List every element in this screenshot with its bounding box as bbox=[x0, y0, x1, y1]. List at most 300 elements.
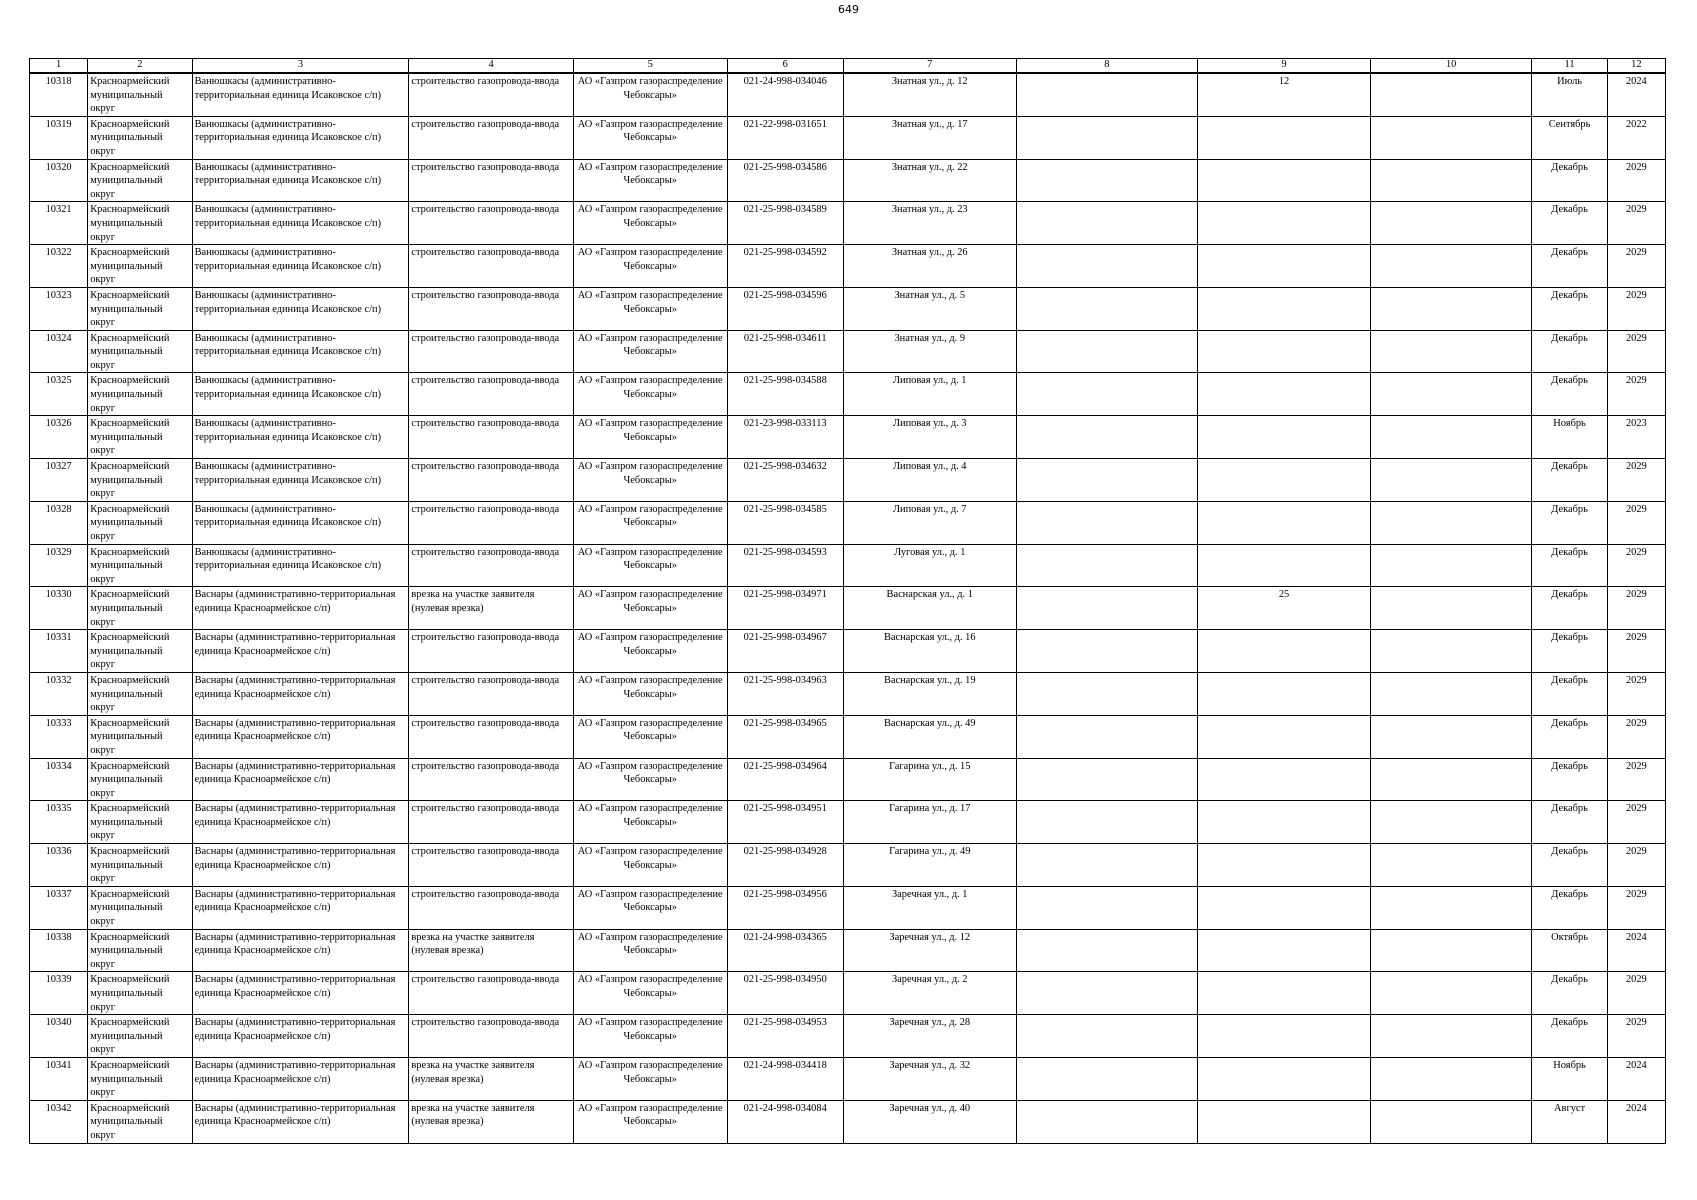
locality-cell: Васнары (административно-территориальная единица Красноармейское с/п) bbox=[192, 929, 409, 972]
locality-cell: Ванюшкасы (административно-территориальная единица Исаковское с/п) bbox=[192, 330, 409, 373]
address-cell: Васнарская ул., д. 49 bbox=[843, 715, 1016, 758]
organization-cell: АО «Газпром газораспределение Чебоксары» bbox=[573, 672, 727, 715]
column-header: 2 bbox=[88, 59, 192, 74]
column-9-cell bbox=[1198, 1100, 1371, 1143]
column-8-cell bbox=[1016, 1100, 1198, 1143]
column-9-cell bbox=[1198, 373, 1371, 416]
locality-cell: Ванюшкасы (административно-территориальная единица Исаковское с/п) bbox=[192, 116, 409, 159]
row-number-cell: 10341 bbox=[30, 1057, 88, 1100]
year-cell: 2029 bbox=[1607, 501, 1665, 544]
organization-cell: АО «Газпром газораспределение Чебоксары» bbox=[573, 159, 727, 202]
organization-cell: АО «Газпром газораспределение Чебоксары» bbox=[573, 73, 727, 116]
application-code-cell: 021-25-998-034586 bbox=[727, 159, 843, 202]
work-type-cell: строительство газопровода-ввода bbox=[409, 330, 574, 373]
organization-cell: АО «Газпром газораспределение Чебоксары» bbox=[573, 287, 727, 330]
work-type-cell: строительство газопровода-ввода bbox=[409, 159, 574, 202]
column-9-cell bbox=[1198, 116, 1371, 159]
column-10-cell bbox=[1370, 73, 1532, 116]
application-code-cell: 021-25-998-034593 bbox=[727, 544, 843, 587]
application-code-cell: 021-25-998-034592 bbox=[727, 245, 843, 288]
row-number-cell: 10331 bbox=[30, 630, 88, 673]
column-9-cell bbox=[1198, 886, 1371, 929]
organization-cell: АО «Газпром газораспределение Чебоксары» bbox=[573, 801, 727, 844]
locality-cell: Васнары (административно-территориальная единица Красноармейское с/п) bbox=[192, 801, 409, 844]
locality-cell: Васнары (административно-территориальная единица Красноармейское с/п) bbox=[192, 758, 409, 801]
month-cell: Декабрь bbox=[1532, 287, 1607, 330]
work-type-cell: врезка на участке заявителя (нулевая врезка) bbox=[409, 929, 574, 972]
address-cell: Гагарина ул., д. 15 bbox=[843, 758, 1016, 801]
table-row bbox=[30, 801, 1666, 844]
application-code-cell: 021-23-998-033113 bbox=[727, 416, 843, 459]
table-row bbox=[30, 245, 1666, 288]
locality-cell: Ванюшкасы (административно-территориальная единица Исаковское с/п) bbox=[192, 73, 409, 116]
table-row bbox=[30, 373, 1666, 416]
column-header: 1 bbox=[30, 59, 88, 74]
month-cell: Август bbox=[1532, 1100, 1607, 1143]
column-10-cell bbox=[1370, 202, 1532, 245]
address-cell: Липовая ул., д. 3 bbox=[843, 416, 1016, 459]
application-code-cell: 021-24-998-034046 bbox=[727, 73, 843, 116]
year-cell: 2029 bbox=[1607, 672, 1665, 715]
organization-cell: АО «Газпром газораспределение Чебоксары» bbox=[573, 972, 727, 1015]
column-9-cell bbox=[1198, 245, 1371, 288]
district-cell: Красноармейский муниципальный округ bbox=[88, 116, 192, 159]
column-9-cell bbox=[1198, 501, 1371, 544]
column-9-cell: 12 bbox=[1198, 73, 1371, 116]
table-row bbox=[30, 972, 1666, 1015]
row-number-cell: 10329 bbox=[30, 544, 88, 587]
address-cell: Гагарина ул., д. 49 bbox=[843, 844, 1016, 887]
table-row bbox=[30, 416, 1666, 459]
column-9-cell: 25 bbox=[1198, 587, 1371, 630]
column-10-cell bbox=[1370, 630, 1532, 673]
row-number-cell: 10321 bbox=[30, 202, 88, 245]
work-type-cell: строительство газопровода-ввода bbox=[409, 972, 574, 1015]
month-cell: Октябрь bbox=[1532, 929, 1607, 972]
district-cell: Красноармейский муниципальный округ bbox=[88, 202, 192, 245]
column-header: 8 bbox=[1016, 59, 1198, 74]
address-cell: Васнарская ул., д. 16 bbox=[843, 630, 1016, 673]
column-8-cell bbox=[1016, 501, 1198, 544]
table-row bbox=[30, 886, 1666, 929]
column-10-cell bbox=[1370, 459, 1532, 502]
row-number-cell: 10322 bbox=[30, 245, 88, 288]
column-10-cell bbox=[1370, 501, 1532, 544]
address-cell: Гагарина ул., д. 17 bbox=[843, 801, 1016, 844]
work-type-cell: строительство газопровода-ввода bbox=[409, 287, 574, 330]
column-8-cell bbox=[1016, 202, 1198, 245]
column-9-cell bbox=[1198, 287, 1371, 330]
column-9-cell bbox=[1198, 459, 1371, 502]
row-number-cell: 10319 bbox=[30, 116, 88, 159]
column-9-cell bbox=[1198, 844, 1371, 887]
organization-cell: АО «Газпром газораспределение Чебоксары» bbox=[573, 758, 727, 801]
column-8-cell bbox=[1016, 459, 1198, 502]
month-cell: Декабрь bbox=[1532, 801, 1607, 844]
column-9-cell bbox=[1198, 972, 1371, 1015]
address-cell: Заречная ул., д. 32 bbox=[843, 1057, 1016, 1100]
year-cell: 2023 bbox=[1607, 416, 1665, 459]
address-cell: Заречная ул., д. 28 bbox=[843, 1015, 1016, 1058]
column-10-cell bbox=[1370, 672, 1532, 715]
column-9-cell bbox=[1198, 630, 1371, 673]
year-cell: 2029 bbox=[1607, 715, 1665, 758]
locality-cell: Ванюшкасы (административно-территориальная единица Исаковское с/п) bbox=[192, 287, 409, 330]
year-cell: 2029 bbox=[1607, 287, 1665, 330]
row-number-cell: 10336 bbox=[30, 844, 88, 887]
organization-cell: АО «Газпром газораспределение Чебоксары» bbox=[573, 886, 727, 929]
year-cell: 2029 bbox=[1607, 972, 1665, 1015]
district-cell: Красноармейский муниципальный округ bbox=[88, 886, 192, 929]
locality-cell: Васнары (административно-территориальная единица Красноармейское с/п) bbox=[192, 672, 409, 715]
column-8-cell bbox=[1016, 758, 1198, 801]
district-cell: Красноармейский муниципальный округ bbox=[88, 287, 192, 330]
district-cell: Красноармейский муниципальный округ bbox=[88, 416, 192, 459]
application-code-cell: 021-25-998-034588 bbox=[727, 373, 843, 416]
application-code-cell: 021-25-998-034589 bbox=[727, 202, 843, 245]
year-cell: 2029 bbox=[1607, 587, 1665, 630]
column-10-cell bbox=[1370, 1015, 1532, 1058]
month-cell: Декабрь bbox=[1532, 758, 1607, 801]
month-cell: Декабрь bbox=[1532, 330, 1607, 373]
organization-cell: АО «Газпром газораспределение Чебоксары» bbox=[573, 501, 727, 544]
table-row bbox=[30, 715, 1666, 758]
work-type-cell: строительство газопровода-ввода bbox=[409, 886, 574, 929]
work-type-cell: строительство газопровода-ввода bbox=[409, 73, 574, 116]
row-number-cell: 10324 bbox=[30, 330, 88, 373]
column-8-cell bbox=[1016, 801, 1198, 844]
district-cell: Красноармейский муниципальный округ bbox=[88, 544, 192, 587]
column-9-cell bbox=[1198, 672, 1371, 715]
district-cell: Красноармейский муниципальный округ bbox=[88, 630, 192, 673]
column-9-cell bbox=[1198, 330, 1371, 373]
column-8-cell bbox=[1016, 73, 1198, 116]
column-8-cell bbox=[1016, 287, 1198, 330]
table-row bbox=[30, 672, 1666, 715]
column-10-cell bbox=[1370, 287, 1532, 330]
address-cell: Луговая ул., д. 1 bbox=[843, 544, 1016, 587]
row-number-cell: 10338 bbox=[30, 929, 88, 972]
table-row bbox=[30, 501, 1666, 544]
column-8-cell bbox=[1016, 886, 1198, 929]
row-number-cell: 10342 bbox=[30, 1100, 88, 1143]
address-cell: Липовая ул., д. 4 bbox=[843, 459, 1016, 502]
application-code-cell: 021-22-998-031651 bbox=[727, 116, 843, 159]
column-8-cell bbox=[1016, 1015, 1198, 1058]
address-cell: Заречная ул., д. 40 bbox=[843, 1100, 1016, 1143]
organization-cell: АО «Газпром газораспределение Чебоксары» bbox=[573, 1100, 727, 1143]
application-code-cell: 021-25-998-034964 bbox=[727, 758, 843, 801]
column-8-cell bbox=[1016, 972, 1198, 1015]
month-cell: Декабрь bbox=[1532, 1015, 1607, 1058]
column-8-cell bbox=[1016, 159, 1198, 202]
locality-cell: Ванюшкасы (административно-территориальная единица Исаковское с/п) bbox=[192, 373, 409, 416]
organization-cell: АО «Газпром газораспределение Чебоксары» bbox=[573, 630, 727, 673]
locality-cell: Ванюшкасы (административно-территориальная единица Исаковское с/п) bbox=[192, 245, 409, 288]
address-cell: Знатная ул., д. 5 bbox=[843, 287, 1016, 330]
column-10-cell bbox=[1370, 929, 1532, 972]
year-cell: 2024 bbox=[1607, 1100, 1665, 1143]
column-8-cell bbox=[1016, 929, 1198, 972]
locality-cell: Васнары (административно-территориальная единица Красноармейское с/п) bbox=[192, 1015, 409, 1058]
year-cell: 2022 bbox=[1607, 116, 1665, 159]
column-header: 12 bbox=[1607, 59, 1665, 74]
organization-cell: АО «Газпром газораспределение Чебоксары» bbox=[573, 715, 727, 758]
application-code-cell: 021-25-998-034585 bbox=[727, 501, 843, 544]
column-9-cell bbox=[1198, 202, 1371, 245]
column-header: 4 bbox=[409, 59, 574, 74]
column-9-cell bbox=[1198, 715, 1371, 758]
work-type-cell: строительство газопровода-ввода bbox=[409, 1015, 574, 1058]
application-code-cell: 021-24-998-034418 bbox=[727, 1057, 843, 1100]
column-10-cell bbox=[1370, 758, 1532, 801]
work-type-cell: строительство газопровода-ввода bbox=[409, 715, 574, 758]
column-9-cell bbox=[1198, 929, 1371, 972]
column-10-cell bbox=[1370, 886, 1532, 929]
column-header: 9 bbox=[1198, 59, 1371, 74]
column-8-cell bbox=[1016, 844, 1198, 887]
organization-cell: АО «Газпром газораспределение Чебоксары» bbox=[573, 245, 727, 288]
work-type-cell: строительство газопровода-ввода bbox=[409, 202, 574, 245]
year-cell: 2029 bbox=[1607, 202, 1665, 245]
column-8-cell bbox=[1016, 1057, 1198, 1100]
row-number-cell: 10328 bbox=[30, 501, 88, 544]
locality-cell: Васнары (административно-территориальная единица Красноармейское с/п) bbox=[192, 1100, 409, 1143]
column-9-cell bbox=[1198, 159, 1371, 202]
application-code-cell: 021-25-998-034928 bbox=[727, 844, 843, 887]
column-10-cell bbox=[1370, 1100, 1532, 1143]
month-cell: Декабрь bbox=[1532, 844, 1607, 887]
address-cell: Липовая ул., д. 1 bbox=[843, 373, 1016, 416]
year-cell: 2029 bbox=[1607, 245, 1665, 288]
work-type-cell: строительство газопровода-ввода bbox=[409, 116, 574, 159]
work-type-cell: врезка на участке заявителя (нулевая врезка) bbox=[409, 1100, 574, 1143]
address-cell: Заречная ул., д. 1 bbox=[843, 886, 1016, 929]
district-cell: Красноармейский муниципальный округ bbox=[88, 459, 192, 502]
organization-cell: АО «Газпром газораспределение Чебоксары» bbox=[573, 202, 727, 245]
column-8-cell bbox=[1016, 116, 1198, 159]
month-cell: Декабрь bbox=[1532, 501, 1607, 544]
column-10-cell bbox=[1370, 159, 1532, 202]
work-type-cell: строительство газопровода-ввода bbox=[409, 630, 574, 673]
column-10-cell bbox=[1370, 116, 1532, 159]
table-row bbox=[30, 1057, 1666, 1100]
month-cell: Сентябрь bbox=[1532, 116, 1607, 159]
work-type-cell: строительство газопровода-ввода bbox=[409, 501, 574, 544]
row-number-cell: 10333 bbox=[30, 715, 88, 758]
row-number-cell: 10318 bbox=[30, 73, 88, 116]
organization-cell: АО «Газпром газораспределение Чебоксары» bbox=[573, 587, 727, 630]
row-number-cell: 10340 bbox=[30, 1015, 88, 1058]
work-type-cell: строительство газопровода-ввода bbox=[409, 844, 574, 887]
locality-cell: Ванюшкасы (административно-территориальная единица Исаковское с/п) bbox=[192, 544, 409, 587]
table-row bbox=[30, 73, 1666, 116]
year-cell: 2029 bbox=[1607, 844, 1665, 887]
organization-cell: АО «Газпром газораспределение Чебоксары» bbox=[573, 544, 727, 587]
table-row bbox=[30, 844, 1666, 887]
column-8-cell bbox=[1016, 330, 1198, 373]
year-cell: 2024 bbox=[1607, 1057, 1665, 1100]
address-cell: Васнарская ул., д. 1 bbox=[843, 587, 1016, 630]
district-cell: Красноармейский муниципальный округ bbox=[88, 758, 192, 801]
organization-cell: АО «Газпром газораспределение Чебоксары» bbox=[573, 459, 727, 502]
column-header: 7 bbox=[843, 59, 1016, 74]
address-cell: Васнарская ул., д. 19 bbox=[843, 672, 1016, 715]
locality-cell: Ванюшкасы (административно-территориальная единица Исаковское с/п) bbox=[192, 159, 409, 202]
month-cell: Декабрь bbox=[1532, 459, 1607, 502]
organization-cell: АО «Газпром газораспределение Чебоксары» bbox=[573, 1015, 727, 1058]
page-number: 649 bbox=[838, 3, 859, 16]
organization-cell: АО «Газпром газораспределение Чебоксары» bbox=[573, 844, 727, 887]
column-10-cell bbox=[1370, 373, 1532, 416]
column-10-cell bbox=[1370, 801, 1532, 844]
work-type-cell: строительство газопровода-ввода bbox=[409, 416, 574, 459]
column-10-cell bbox=[1370, 972, 1532, 1015]
table-row bbox=[30, 1100, 1666, 1143]
month-cell: Декабрь bbox=[1532, 672, 1607, 715]
column-9-cell bbox=[1198, 758, 1371, 801]
row-number-cell: 10326 bbox=[30, 416, 88, 459]
year-cell: 2029 bbox=[1607, 459, 1665, 502]
column-10-cell bbox=[1370, 245, 1532, 288]
table-row bbox=[30, 544, 1666, 587]
locality-cell: Ванюшкасы (административно-территориальная единица Исаковское с/п) bbox=[192, 202, 409, 245]
address-cell: Знатная ул., д. 12 bbox=[843, 73, 1016, 116]
locality-cell: Васнары (административно-территориальная единица Красноармейское с/п) bbox=[192, 630, 409, 673]
application-code-cell: 021-25-998-034632 bbox=[727, 459, 843, 502]
row-number-cell: 10325 bbox=[30, 373, 88, 416]
locality-cell: Васнары (административно-территориальная единица Красноармейское с/п) bbox=[192, 715, 409, 758]
work-type-cell: строительство газопровода-ввода bbox=[409, 245, 574, 288]
column-10-cell bbox=[1370, 715, 1532, 758]
column-header: 5 bbox=[573, 59, 727, 74]
district-cell: Красноармейский муниципальный округ bbox=[88, 159, 192, 202]
table-row bbox=[30, 1015, 1666, 1058]
month-cell: Декабрь bbox=[1532, 630, 1607, 673]
month-cell: Декабрь bbox=[1532, 886, 1607, 929]
locality-cell: Васнары (административно-территориальная единица Красноармейское с/п) bbox=[192, 587, 409, 630]
column-8-cell bbox=[1016, 672, 1198, 715]
month-cell: Декабрь bbox=[1532, 972, 1607, 1015]
month-cell: Ноябрь bbox=[1532, 416, 1607, 459]
column-header: 6 bbox=[727, 59, 843, 74]
application-code-cell: 021-25-998-034953 bbox=[727, 1015, 843, 1058]
table-row bbox=[30, 459, 1666, 502]
table-row bbox=[30, 758, 1666, 801]
column-9-cell bbox=[1198, 801, 1371, 844]
column-9-cell bbox=[1198, 416, 1371, 459]
work-type-cell: врезка на участке заявителя (нулевая врезка) bbox=[409, 1057, 574, 1100]
month-cell: Декабрь bbox=[1532, 587, 1607, 630]
row-number-cell: 10327 bbox=[30, 459, 88, 502]
work-type-cell: строительство газопровода-ввода bbox=[409, 758, 574, 801]
locality-cell: Васнары (административно-территориальная единица Красноармейское с/п) bbox=[192, 972, 409, 1015]
year-cell: 2029 bbox=[1607, 801, 1665, 844]
district-cell: Красноармейский муниципальный округ bbox=[88, 587, 192, 630]
district-cell: Красноармейский муниципальный округ bbox=[88, 801, 192, 844]
application-code-cell: 021-24-998-034365 bbox=[727, 929, 843, 972]
district-cell: Красноармейский муниципальный округ bbox=[88, 929, 192, 972]
column-header: 10 bbox=[1370, 59, 1532, 74]
address-cell: Знатная ул., д. 22 bbox=[843, 159, 1016, 202]
organization-cell: АО «Газпром газораспределение Чебоксары» bbox=[573, 330, 727, 373]
column-10-cell bbox=[1370, 1057, 1532, 1100]
month-cell: Декабрь bbox=[1532, 202, 1607, 245]
district-cell: Красноармейский муниципальный округ bbox=[88, 1100, 192, 1143]
column-8-cell bbox=[1016, 245, 1198, 288]
month-cell: Декабрь bbox=[1532, 373, 1607, 416]
table-row bbox=[30, 202, 1666, 245]
locality-cell: Ванюшкасы (административно-территориальная единица Исаковское с/п) bbox=[192, 459, 409, 502]
application-code-cell: 021-25-998-034950 bbox=[727, 972, 843, 1015]
application-code-cell: 021-25-998-034971 bbox=[727, 587, 843, 630]
table-row bbox=[30, 630, 1666, 673]
work-type-cell: строительство газопровода-ввода bbox=[409, 801, 574, 844]
column-9-cell bbox=[1198, 1015, 1371, 1058]
organization-cell: АО «Газпром газораспределение Чебоксары» bbox=[573, 929, 727, 972]
column-header: 11 bbox=[1532, 59, 1607, 74]
district-cell: Красноармейский муниципальный округ bbox=[88, 501, 192, 544]
locality-cell: Васнары (административно-территориальная единица Красноармейское с/п) bbox=[192, 844, 409, 887]
column-8-cell bbox=[1016, 587, 1198, 630]
locality-cell: Ванюшкасы (административно-территориальная единица Исаковское с/п) bbox=[192, 416, 409, 459]
application-code-cell: 021-25-998-034967 bbox=[727, 630, 843, 673]
address-cell: Заречная ул., д. 2 bbox=[843, 972, 1016, 1015]
organization-cell: АО «Газпром газораспределение Чебоксары» bbox=[573, 416, 727, 459]
table-row bbox=[30, 116, 1666, 159]
address-cell: Знатная ул., д. 17 bbox=[843, 116, 1016, 159]
locality-cell: Васнары (административно-территориальная единица Красноармейское с/п) bbox=[192, 1057, 409, 1100]
work-type-cell: строительство газопровода-ввода bbox=[409, 544, 574, 587]
application-code-cell: 021-24-998-034084 bbox=[727, 1100, 843, 1143]
row-number-cell: 10337 bbox=[30, 886, 88, 929]
year-cell: 2029 bbox=[1607, 886, 1665, 929]
column-8-cell bbox=[1016, 544, 1198, 587]
column-8-cell bbox=[1016, 373, 1198, 416]
column-10-cell bbox=[1370, 844, 1532, 887]
district-cell: Красноармейский муниципальный округ bbox=[88, 373, 192, 416]
table-row bbox=[30, 287, 1666, 330]
row-number-cell: 10330 bbox=[30, 587, 88, 630]
organization-cell: АО «Газпром газораспределение Чебоксары» bbox=[573, 373, 727, 416]
application-code-cell: 021-25-998-034951 bbox=[727, 801, 843, 844]
column-header: 3 bbox=[192, 59, 409, 74]
year-cell: 2029 bbox=[1607, 330, 1665, 373]
address-cell: Заречная ул., д. 12 bbox=[843, 929, 1016, 972]
year-cell: 2024 bbox=[1607, 73, 1665, 116]
table-row bbox=[30, 159, 1666, 202]
address-cell: Знатная ул., д. 26 bbox=[843, 245, 1016, 288]
address-cell: Знатная ул., д. 9 bbox=[843, 330, 1016, 373]
column-9-cell bbox=[1198, 1057, 1371, 1100]
column-8-cell bbox=[1016, 715, 1198, 758]
row-number-cell: 10320 bbox=[30, 159, 88, 202]
month-cell: Июль bbox=[1532, 73, 1607, 116]
year-cell: 2029 bbox=[1607, 373, 1665, 416]
row-number-cell: 10332 bbox=[30, 672, 88, 715]
table-row bbox=[30, 587, 1666, 630]
year-cell: 2024 bbox=[1607, 929, 1665, 972]
locality-cell: Васнары (административно-территориальная единица Красноармейское с/п) bbox=[192, 886, 409, 929]
month-cell: Декабрь bbox=[1532, 715, 1607, 758]
month-cell: Декабрь bbox=[1532, 159, 1607, 202]
district-cell: Красноармейский муниципальный округ bbox=[88, 1015, 192, 1058]
address-cell: Знатная ул., д. 23 bbox=[843, 202, 1016, 245]
work-type-cell: строительство газопровода-ввода bbox=[409, 672, 574, 715]
month-cell: Декабрь bbox=[1532, 245, 1607, 288]
district-cell: Красноармейский муниципальный округ bbox=[88, 672, 192, 715]
column-10-cell bbox=[1370, 416, 1532, 459]
